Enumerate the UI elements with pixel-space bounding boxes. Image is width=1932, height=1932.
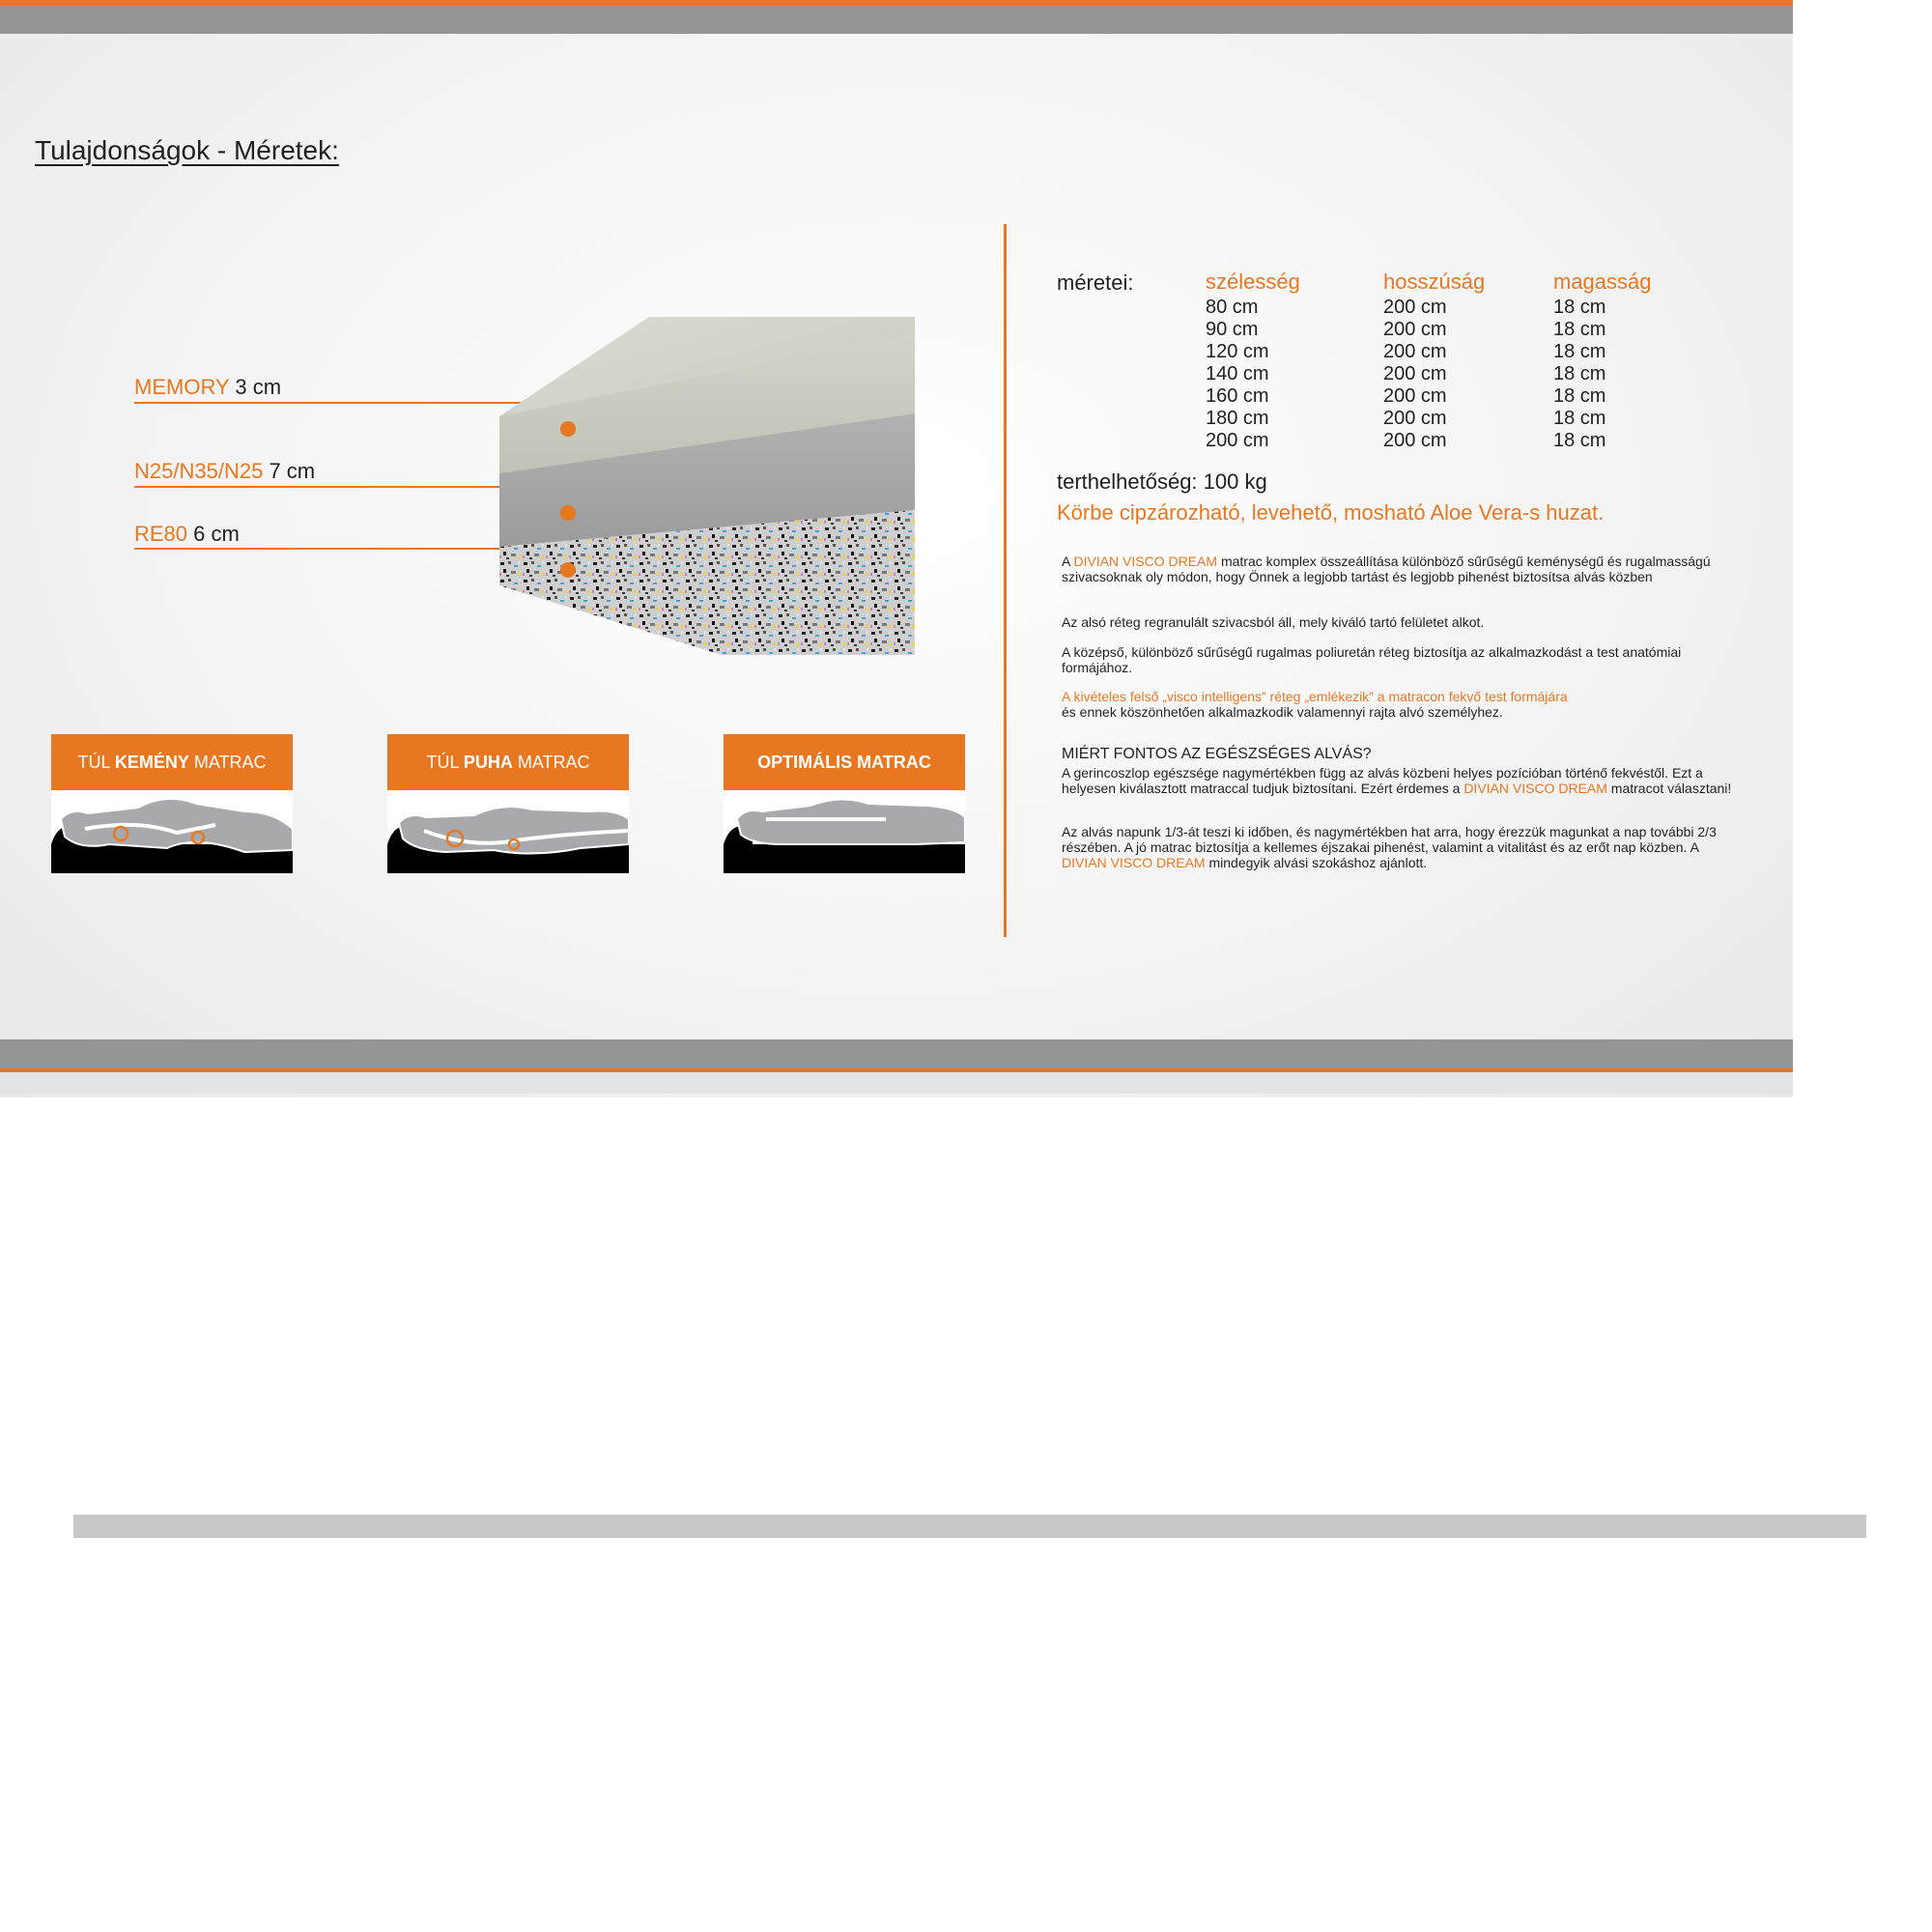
description-paragraph-4: [1062, 689, 1738, 720]
size-cell: 200 cm: [1383, 408, 1447, 429]
size-cell: 200 cm: [1383, 363, 1447, 384]
bottom-grey-bar: [0, 1039, 1793, 1068]
size-cell: 200 cm: [1383, 385, 1447, 407]
size-cell: 18 cm: [1553, 341, 1606, 362]
panel-header: [387, 734, 629, 790]
desc-text: matrac komplex összeállítása különböző sűrűségű keménységű és rugalmasságú szivacsoknak oly módon, hogy Önnek a legjobb tartást és legjobb pihenést biztosítsa alvás közben: [1062, 554, 1711, 584]
panel-too-hard: [51, 734, 293, 873]
panel-header: [724, 734, 965, 790]
load-label: terthelhetőség:: [1057, 469, 1198, 494]
size-cell: 18 cm: [1553, 363, 1606, 384]
top-grey-bar: [0, 5, 1793, 34]
layer-name: MEMORY: [134, 375, 230, 399]
desc-text: A: [1062, 554, 1074, 569]
sizes-header-height: magasság: [1553, 270, 1652, 294]
brand-name: DIVIAN VISCO DREAM: [1062, 855, 1206, 870]
panel-title-bold: PUHA: [463, 752, 513, 772]
bottom-pale-band: [0, 1072, 1793, 1094]
vertical-divider: [1004, 224, 1007, 937]
panel-illustration: [51, 790, 293, 873]
cover-feature: Körbe cipzározható, levehető, mosható Aloe Vera-s huzat.: [1057, 500, 1605, 525]
health-heading: MIÉRT FONTOS AZ EGÉSZSÉGES ALVÁS?: [1062, 746, 1372, 762]
panel-title-bold: OPTIMÁLIS MATRAC: [757, 752, 931, 772]
mattress-cross-section-image: [499, 317, 915, 655]
description-paragraph-3: A középső, különböző sűrűségű rugalmas poliuretán réteg biztosítja az alkalmazkodást a test anatómiai formájához.: [1062, 644, 1682, 675]
size-cell: 120 cm: [1206, 341, 1269, 362]
size-cell: 180 cm: [1206, 408, 1269, 429]
size-cell: 200 cm: [1383, 297, 1447, 318]
layer-name: N25/N35/N25: [134, 459, 264, 483]
panel-title-bold: KEMÉNY: [114, 752, 189, 772]
panel-illustration: [724, 790, 965, 873]
sizes-header-width: szélesség: [1206, 270, 1300, 294]
size-cell: 200 cm: [1383, 319, 1447, 340]
layer-marker-dot: [560, 562, 576, 578]
size-cell: 140 cm: [1206, 363, 1269, 384]
sleeper-too-hard-icon: [51, 790, 293, 873]
layer-label-memory: [134, 375, 281, 400]
panel-title-post: MATRAC: [512, 752, 590, 772]
layer-thickness: 6 cm: [193, 522, 240, 546]
size-cell: 18 cm: [1553, 319, 1606, 340]
layer-marker-dot: [560, 421, 576, 437]
panel-header: [51, 734, 293, 790]
size-cell: 200 cm: [1206, 430, 1269, 451]
layer-label-re80: [134, 522, 240, 547]
description-paragraph-1: [1062, 554, 1738, 584]
description-paragraph-5: [1062, 765, 1738, 796]
desc-text: és ennek köszönhetően alkalmazkodik valamennyi rajta alvó személyhez.: [1062, 704, 1503, 720]
size-cell: 18 cm: [1553, 408, 1606, 429]
brand-name: DIVIAN VISCO DREAM: [1073, 554, 1218, 569]
size-cell: 90 cm: [1206, 319, 1259, 340]
layer-thickness: 3 cm: [235, 375, 282, 399]
desc-text: Az alvás napunk 1/3-át teszi ki időben, és nagymértékben hat arra, hogy érezzük magunkat a nap további 2/3 részében. A jó matrac biztosítja a kellemes éjszakai pihenést, valamint a vitalitást és az erőt nap közben. A: [1062, 824, 1717, 855]
panel-title-pre: TÚL: [77, 752, 115, 772]
panel-title-post: MATRAC: [188, 752, 267, 772]
sleeper-optimal-icon: [724, 790, 965, 873]
size-cell: 80 cm: [1206, 297, 1259, 318]
description-paragraph-6: [1062, 824, 1738, 870]
panel-too-soft: [387, 734, 629, 873]
sizes-label: méretei:: [1057, 270, 1134, 295]
load-capacity: [1057, 469, 1267, 495]
panel-optimal: [724, 734, 965, 873]
brand-name: DIVIAN VISCO DREAM: [1463, 781, 1607, 796]
size-cell: 18 cm: [1553, 297, 1606, 318]
panel-illustration: [387, 790, 629, 873]
sizes-header-length: hosszúság: [1383, 270, 1486, 294]
desc-text: matracot választani!: [1606, 781, 1732, 796]
desc-highlight: A kivételes felső „visco intelligens” réteg „emlékezik” a matracon fekvő test formájára: [1062, 689, 1568, 704]
size-cell: 160 cm: [1206, 385, 1269, 407]
layer-label-n25: [134, 459, 315, 484]
size-cell: 18 cm: [1553, 385, 1606, 407]
size-cell: 200 cm: [1383, 341, 1447, 362]
sleeper-too-soft-icon: [387, 790, 629, 873]
layer-name: RE80: [134, 522, 188, 546]
load-value: 100 kg: [1203, 469, 1267, 494]
layer-thickness: 7 cm: [269, 459, 316, 483]
desc-text: mindegyik alvási szokáshoz ajánlott.: [1205, 855, 1428, 870]
layer-marker-dot: [560, 505, 576, 521]
description-paragraph-2: Az alsó réteg regranulált szivacsból áll, mely kiváló tartó felületet alkot.: [1062, 614, 1485, 630]
size-cell: 200 cm: [1383, 430, 1447, 451]
footer-light-bar: [73, 1515, 1866, 1538]
desc-text: A gerincoszlop egészsége nagymértékben függ az alvás közbeni helyes pozícióban történő fekvéstől. Ezt a helyesen kiválasztott matraccal tudjuk biztosítani. Ezért érdemes a: [1062, 765, 1703, 796]
page-title: Tulajdonságok - Méretek:: [35, 135, 339, 165]
size-cell: 18 cm: [1553, 430, 1606, 451]
panel-title-pre: TÚL: [426, 752, 464, 772]
